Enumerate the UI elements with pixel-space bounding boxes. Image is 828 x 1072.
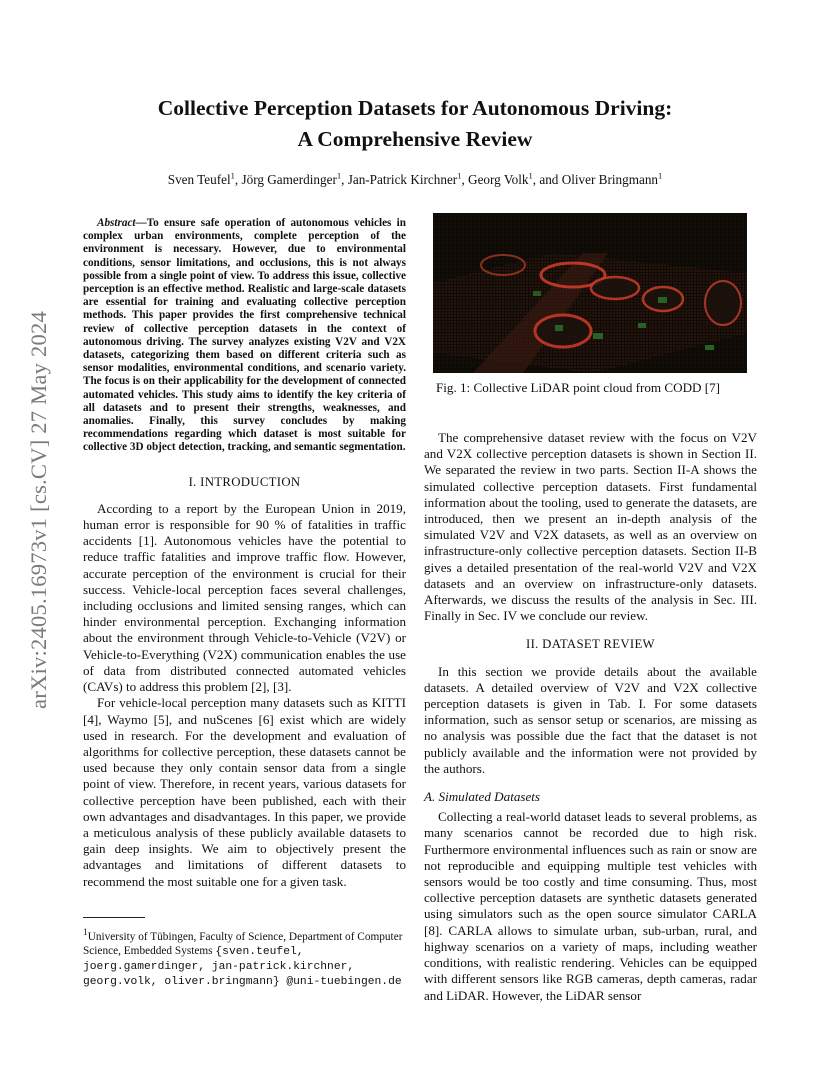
title-line-1: Collective Perception Datasets for Autonomous Driving: — [157, 96, 673, 120]
footnote-separator — [83, 917, 145, 918]
left-column — [83, 217, 406, 890]
arxiv-identifier: arXiv:2405.16973v1 [cs.CV] 27 May 2024 — [26, 311, 51, 709]
abstract: Abstract—To ensure safe operation of autonomous vehicles in complex urban environments, complete perception of the environment is necessary. However, due to environmental conditions, sensor limitations, and occlusions, this is not always possible from a single point of view. To address this issue, collective perception is an effective method. Realistic and large-scale datasets are essential for training and evaluating collective perception methods. This paper provides the first comprehensive technical review of collective perception datasets in the context of autonomous driving. The survey analyzes existing V2V and V2X datasets, categorizing them based on different criteria such as sensor modalities, environmental conditions, and scenario variety. The focus is on their applicability for the development of connected automated vehicles. This study aims to identify the key criteria of all datasets and to present their strengths, weaknesses, and anomalies. Finally, this survey concludes by making recommendations regarding which dataset is most suitable for collective 3D object detection, tracking, and semantic segmentation. — [83, 217, 406, 454]
arxiv-sidebar-stamp — [22, 250, 56, 770]
author: Sven Teufel$^1$, — [167, 171, 242, 188]
lidar-point-cloud-figure — [433, 213, 747, 373]
overview-paragraph: The comprehensive dataset review with the focus on V2V and V2X collective perception datasets is shown in Section II. We separated the review in two parts. Section II-A shows the simulated collective perception datasets. First fundamental information about the tooling, used to generate the datasets, are introduced, then we present an in-depth analysis of the simulated V2V and V2X datasets, as well as an overview on infrastructure-only collective perception datasets. Section II-B gives a detailed presentation of the real-world V2V and V2X datasets and an overview on infrastructure-only datasets. Afterwards, we discuss the results of the analysis in Sec. III. Finally in Sec. IV we conclude our review. — [424, 430, 757, 624]
paper-title — [90, 93, 740, 155]
author: Jan-Patrick Kirchner$^1$, — [347, 171, 469, 188]
section-heading-dataset-review: II. DATASET REVIEW — [526, 637, 655, 652]
right-column — [424, 430, 757, 1004]
abstract-text: To ensure safe operation of autonomous vehicles in complex urban environments, complete perception of the environment is necessary. However, due to environmental conditions, sensor limitations, and occlusions, this is not always possible from a single point of view. To address this issue, collective perception is an effective method. Realistic and large-scale datasets are essential for training and evaluating collective perception methods. This paper provides the first comprehensive technical review of collective perception datasets in the context of autonomous driving. The survey analyzes existing V2V and V2X datasets, categorizing them based on different criteria such as sensor modalities, environmental conditions, and scenario variety. The focus is on their applicability for the development of connected automated vehicles. This study aims to identify the key criteria of all datasets and to present their strengths, weaknesses, and anomalies. Finally, this survey concludes by making recommendations regarding which dataset is most suitable for collective 3D object detection, tracking, and semantic segmentation. — [83, 217, 406, 454]
figure-caption: Fig. 1: Collective LiDAR point cloud from CODD [7] — [436, 380, 721, 395]
dataset-review-paragraph: In this section we provide details about the available datasets. A detailed overview of V2V and V2X collective perception datasets is given in Tab. I. For some datasets information, such as sensor setup or scenarios, are missing as no analysis was possible due the fact that the dataset is not publicly available and the information were not provided by the authors. — [424, 663, 757, 776]
affiliation-text: University of Tübingen, Faculty of Science, Department of Computer Science, Embedded Systems — [83, 930, 403, 957]
title-line-2: A Comprehensive Review — [297, 127, 533, 151]
section-heading-introduction: I. INTRODUCTION — [188, 474, 301, 489]
author: Oliver Bringmann$^1$ — [561, 171, 663, 188]
abstract-label: Abstract — [97, 217, 136, 229]
intro-paragraph-1: According to a report by the European Union in 2019, human error is responsible for 90 % of fatalities in traffic accidents [1]. Autonomous vehicles have the potential to reduce traffic fatalities and improve traffic flow. However, accurate perception of the environment is crucial for their success. Vehicle-local perception faces several challenges, including occlusions and limited sensing ranges, which can hinder environmental perception. Exchanging information about the environment through Vehicle-to-Vehicle (V2V) or Vehicle-to-Everything (V2X) communication enables the use of data from distributed connected automated vehicles (CAVs) to address this problem [2], [3]. — [83, 500, 406, 695]
subsection-heading-simulated: A. Simulated Datasets — [424, 789, 541, 805]
author: Georg Volk$^1$, and — [468, 171, 562, 188]
point-cloud-image — [433, 213, 747, 373]
affiliation-footnote: $^1$University of Tübingen, Faculty of Science, Department of Computer Science, Embedded Systems {sven.teufel, joerg.gamerdinger, jan-patrick.kirchner, georg.volk, oliver.bringmann} @uni-tuebingen.de — [83, 928, 403, 988]
author-emails: {sven.teufel, joerg.gamerdinger, jan-patrick.kirchner, georg.volk, oliver.bringmann} @uni-tuebingen.de — [83, 945, 402, 988]
author: Jörg Gamerdinger$^1$, — [241, 171, 348, 188]
intro-paragraph-2: For vehicle-local perception many datasets such as KITTI [4], Waymo [5], and nuScenes [6] exist which are widely used in research. For the development and evaluation of algorithms for collective perception, these datasets cannot be used because they only contain sensor data from a single point of view. Therefore, in recent years, various datasets for collective perception have been published, each with their own advantages and disadvantages. In this paper, we provide a meticulous analysis of these publicly available datasets to gain deep insights. We aim to objectively present the advantages and limitations of different datasets to recommend the most suitable one for a given task. — [83, 695, 406, 889]
simulated-datasets-paragraph: Collecting a real-world dataset leads to several problems, as many scenarios cannot be recorded due to high risk. Furthermore environmental influences such as rain or snow are not reproducible and equipping multiple test vehicles with sensors would be too costly and time consuming. Thus, most collective perception datasets are synthetic datasets generated using simulators such as the open source simulator CARLA [8]. CARLA allows to simulate urban, sub-urban, rural, and highway scenarios on a variety of maps, including weather conditions, with realistic rendering. Vehicles can be equipped with different sensors like RGB cameras, depth cameras, radar and LiDAR. However, the LiDAR sensor — [424, 809, 757, 1003]
author-list — [90, 171, 740, 188]
